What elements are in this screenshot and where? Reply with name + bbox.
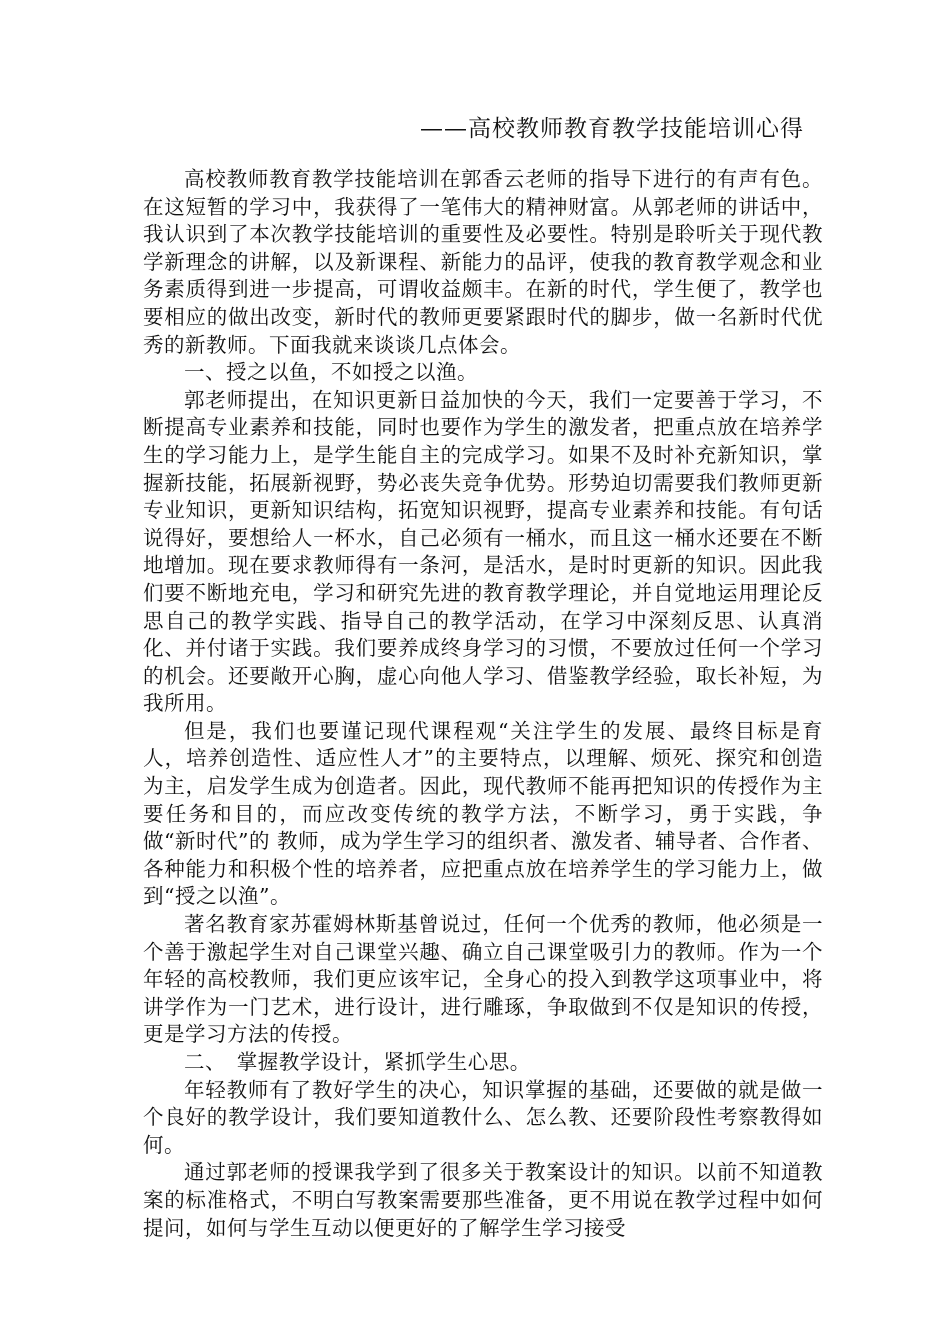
paragraph-learning: 郭老师提出，在知识更新日益加快的今天，我们一定要善于学习，不断提高专业素养和技能，同时也要作为学生的激发者，把重点放在培养学生的学习能力上，是学生能自主的完成学习。如果不及时补充新知识，掌握新技能，拓展新视野，势必丧失竞争优势。形势迫切需要我们教师更新专业知识，更新知识结构，拓宽知识视野，提高专业素养和技能。有句话说得好，要想给人一杯水，自己必须有一桶水，而且这一桶水还要在不断地增加。现在要求教师得有一条河，是活水，是时时更新的知识。因此我们要不断地充电，学习和研究先进的教育教学理论，并自觉地运用理论反思自己的教学实践、指导自己的教学活动，在学习中深刻反思、认真消化、并付诸于实践。我们要养成终身学习的习惯，不要放过任何一个学习的机会。还要敞开心胸，虚心向他人学习、借鉴教学经验，取长补短，为我所用。 — [143, 387, 823, 716]
paragraph-lesson-plan: 通过郭老师的授课我学到了很多关于教案设计的知识。以前不知道教案的标准格式，不明白写教案需要那些准备，更不用说在教学过程中如何提问，如何与学生互动以便更好的了解学生学习接受 — [143, 1160, 823, 1240]
paragraph-intro: 高校教师教育教学技能培训在郭香云老师的指导下进行的有声有色。在这短暂的学习中，我获得了一笔伟大的精神财富。从郭老师的讲话中，我认识到了本次教学技能培训的重要性及必要性。特别是聆听关于现代教学新理念的讲解，以及新课程、新能力的品评，使我的教育教学观念和业务素质得到进一步提高，可谓收益颇丰。在新的时代，学生便了，教学也要相应的做出改变，新时代的教师更要紧跟时代的脚步，做一名新时代优秀的新教师。下面我就来谈谈几点体会。 — [143, 167, 823, 357]
paragraph-curriculum: 但是，我们也要谨记现代课程观“关注学生的发展、最终目标是育人，培养创造性、适应性人才”的主要特点，以理解、烦死、探究和创造为主，启发学生成为创造者。因此，现代教师不能再把知识的传授作为主要任务和目的，而应改变传统的教学方法，不断学习，勇于实践，争做“新时代”的 教师，成为学生学习的组织者、激发者、辅导者、合作者、各种能力和积极个性的培养者，应把重点放在培养学生的学习能力上，做到“授之以渔”。 — [143, 718, 823, 909]
section-heading-2: 二、 掌握教学设计，紧抓学生心思。 — [184, 1050, 531, 1074]
document-subtitle: ——高校教师教育教学技能培训心得 — [420, 116, 804, 142]
paragraph-sukhomlinsky: 著名教育家苏霍姆林斯基曾说过，任何一个优秀的教师，他必须是一个善于激起学生对自己课堂兴趣、确立自己课堂吸引力的教师。作为一个年轻的高校教师，我们更应该牢记，全身心的投入到教学这项事业中，将讲学作为一门艺术，进行设计，进行雕琢，争取做到不仅是知识的传授，更是学习方法的传授。 — [143, 912, 823, 1047]
document-body — [143, 166, 823, 1242]
paragraph-teaching-design: 年轻教师有了教好学生的决心，知识掌握的基础，还要做的就是做一个良好的教学设计，我们要知道教什么、怎么教、还要阶段性考察教得如何。 — [143, 1077, 823, 1157]
section-heading-1: 一、授之以鱼，不如授之以渔。 — [184, 360, 478, 385]
